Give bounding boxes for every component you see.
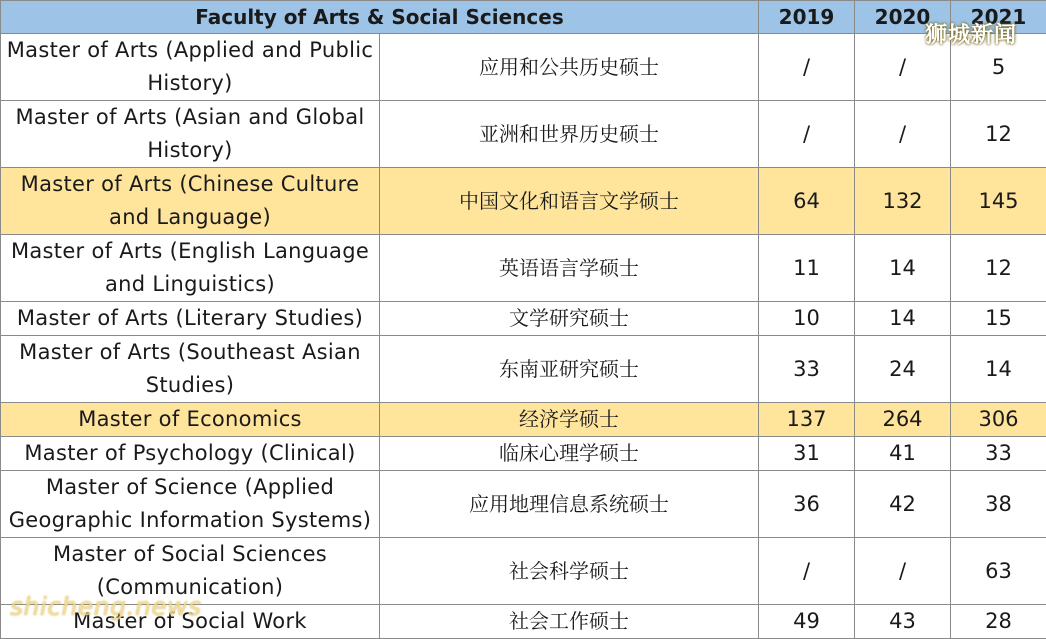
program-name-zh: 应用和公共历史硕士 [380,34,759,101]
program-name-zh: 中国文化和语言文学硕士 [380,168,759,235]
count-2019: / [759,538,855,605]
program-name-en: Master of Social Sciences (Communication) [1,538,380,605]
count-2020: 14 [855,302,951,336]
count-2021: 14 [951,336,1046,403]
count-2021: 15 [951,302,1046,336]
count-2020: 132 [855,168,951,235]
table-row [1,336,1046,403]
watermark-bottom: shicheng.news [10,592,202,621]
program-name-en: Master of Arts (Chinese Culture and Language) [1,168,380,235]
count-2019: / [759,34,855,101]
year-header-2019: 2019 [759,1,855,34]
program-name-en: Master of Arts (Literary Studies) [1,302,380,336]
count-2021: 5 [951,34,1046,101]
program-name-en: Master of Arts (Southeast Asian Studies) [1,336,380,403]
count-2021: 63 [951,538,1046,605]
table-row [1,302,1046,336]
count-2020: 264 [855,403,951,437]
program-name-en: Master of Arts (Asian and Global History) [1,101,380,168]
count-2020: / [855,538,951,605]
count-2020: / [855,101,951,168]
table-row [1,235,1046,302]
table-row [1,471,1046,538]
count-2020: / [855,34,951,101]
faculty-header: Faculty of Arts & Social Sciences [1,1,759,34]
program-name-en: Master of Arts (Applied and Public History) [1,34,380,101]
count-2020: 42 [855,471,951,538]
table-row-highlighted [1,403,1046,437]
table-row [1,437,1046,471]
count-2020: 24 [855,336,951,403]
program-name-zh: 英语语言学硕士 [380,235,759,302]
count-2021: 33 [951,437,1046,471]
program-name-en: Master of Economics [1,403,380,437]
header-row [1,1,1046,34]
program-name-zh: 应用地理信息系统硕士 [380,471,759,538]
program-name-zh: 文学研究硕士 [380,302,759,336]
table-row [1,101,1046,168]
program-name-zh: 社会工作硕士 [380,605,759,639]
count-2020: 14 [855,235,951,302]
program-name-en: Master of Social Work [1,605,380,639]
program-name-zh: 经济学硕士 [380,403,759,437]
count-2019: 33 [759,336,855,403]
program-name-zh: 东南亚研究硕士 [380,336,759,403]
count-2021: 38 [951,471,1046,538]
count-2019: 137 [759,403,855,437]
program-name-zh: 社会科学硕士 [380,538,759,605]
count-2021: 306 [951,403,1046,437]
count-2019: 64 [759,168,855,235]
count-2021: 28 [951,605,1046,639]
table-row [1,34,1046,101]
count-2021: 145 [951,168,1046,235]
count-2019: 31 [759,437,855,471]
count-2021: 12 [951,235,1046,302]
count-2019: 49 [759,605,855,639]
program-name-zh: 临床心理学硕士 [380,437,759,471]
count-2020: 43 [855,605,951,639]
program-name-en: Master of Psychology (Clinical) [1,437,380,471]
program-name-en: Master of Arts (English Language and Linguistics) [1,235,380,302]
program-name-zh: 亚洲和世界历史硕士 [380,101,759,168]
count-2019: 10 [759,302,855,336]
watermark-top: 狮城新闻 [925,18,1017,49]
count-2021: 12 [951,101,1046,168]
table-row-highlighted [1,168,1046,235]
count-2020: 41 [855,437,951,471]
year-header-2020: 2020 [855,1,951,34]
program-name-en: Master of Science (Applied Geographic Information Systems) [1,471,380,538]
year-header-2021: 2021 [951,1,1046,34]
count-2019: 36 [759,471,855,538]
count-2019: 11 [759,235,855,302]
count-2019: / [759,101,855,168]
